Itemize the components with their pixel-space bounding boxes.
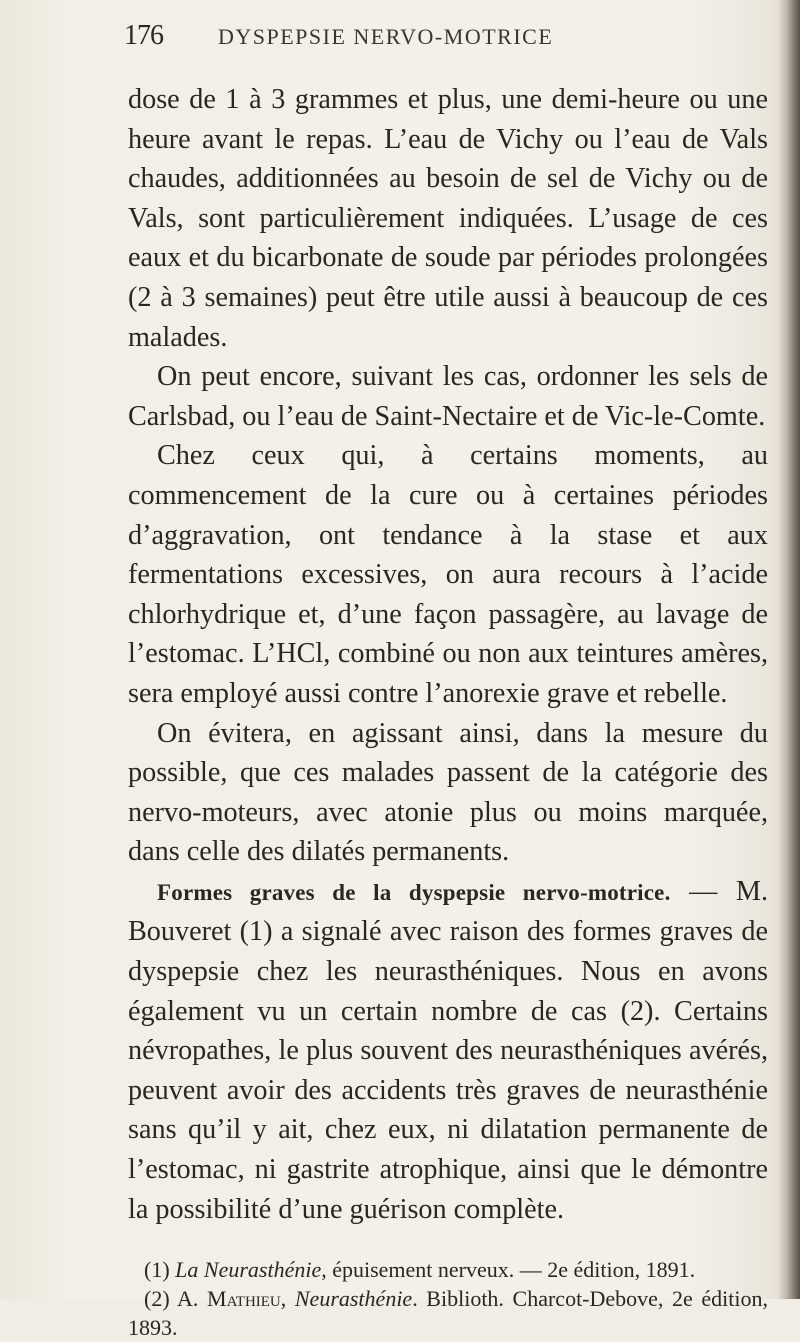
footnote-2-author-initial: A.	[177, 1286, 208, 1312]
paragraph-3: Chez ceux qui, à certains moments, au commencement de la cure ou à certaines périodes d’aggravation, ont tendance à la stase et aux fermentations excessives, on aura recours à l’acide chlorhydrique et, d’une façon passagère, au lavage de l’estomac. L’HCl, combiné ou non aux teintures amères, sera employé aussi contre l’anorexie grave et rebelle.	[128, 440, 768, 709]
footnote-2-title: Neurasthénie	[294, 1286, 413, 1312]
section-text: M. Bouveret (1) a signalé avec raison des formes graves de dyspepsie chez les neurasthéniques. Nous en avons également vu un certain nombre de cas (2). Certains névropathes, le plus souvent des neurasthéniques avérés, peuvent avoir des accidents très graves de neurasthénie sans qu’il y ait, chez eux, ni dilatation permanente de l’estomac, ni gastrite atrophique, ainsi que le démontre la possibilité d’une guérison complète.	[128, 875, 769, 1225]
paragraph-2: On peut encore, suivant les cas, ordonner les sels de Carlsbad, ou l’eau de Saint-Nectaire et de Vic-le-Comte.	[128, 361, 768, 432]
section-dash: —	[670, 875, 718, 907]
page-number: 176	[124, 20, 163, 51]
section-title: Formes graves de la dyspepsie nervo-motrice.	[157, 879, 671, 905]
paragraph-4: On évitera, en agissant ainsi, dans la mesure du possible, que ces malades passent de la catégorie des nervo-moteurs, avec atonie plus ou moins marquée, dans celle des dilatés permanents.	[128, 717, 768, 868]
running-head: DYSPEPSIE NERVO-MOTRICE	[218, 24, 554, 49]
footnote-1-rest: , épuisement nerveux. — 2e édition, 1891.	[321, 1257, 696, 1283]
footnote-2-author: Mathieu	[207, 1286, 281, 1312]
page-header	[124, 14, 768, 64]
paragraph-1: dose de 1 à 3 grammes et plus, une demi-heure ou une heure avant le repas. L’eau de Vichy ou l’eau de Vals chaudes, additionnées au besoin de sel de Vichy ou de Vals, sont particulièrement indiquées. L’usage de ces eaux et du bicarbonate de soude par périodes prolongées (2 à 3 semaines) peut être utile aussi à beaucoup de ces malades.	[128, 84, 768, 353]
footnote-1-title: La Neurasthénie	[175, 1257, 322, 1283]
page-edge-shadow	[778, 0, 800, 1299]
footnote-2-sep: ,	[280, 1286, 295, 1312]
section-paragraph	[128, 872, 768, 1229]
footnote-2-rest: . Biblioth. Charcot-Debove, 2e édition, 1893.	[128, 1286, 768, 1341]
page-content	[124, 14, 769, 1342]
footnote-1	[128, 1255, 768, 1284]
footnote-1-mark: (1)	[144, 1257, 176, 1283]
footnote-2	[128, 1284, 768, 1342]
footnote-2-mark: (2)	[144, 1286, 178, 1312]
body-text	[128, 80, 768, 1229]
